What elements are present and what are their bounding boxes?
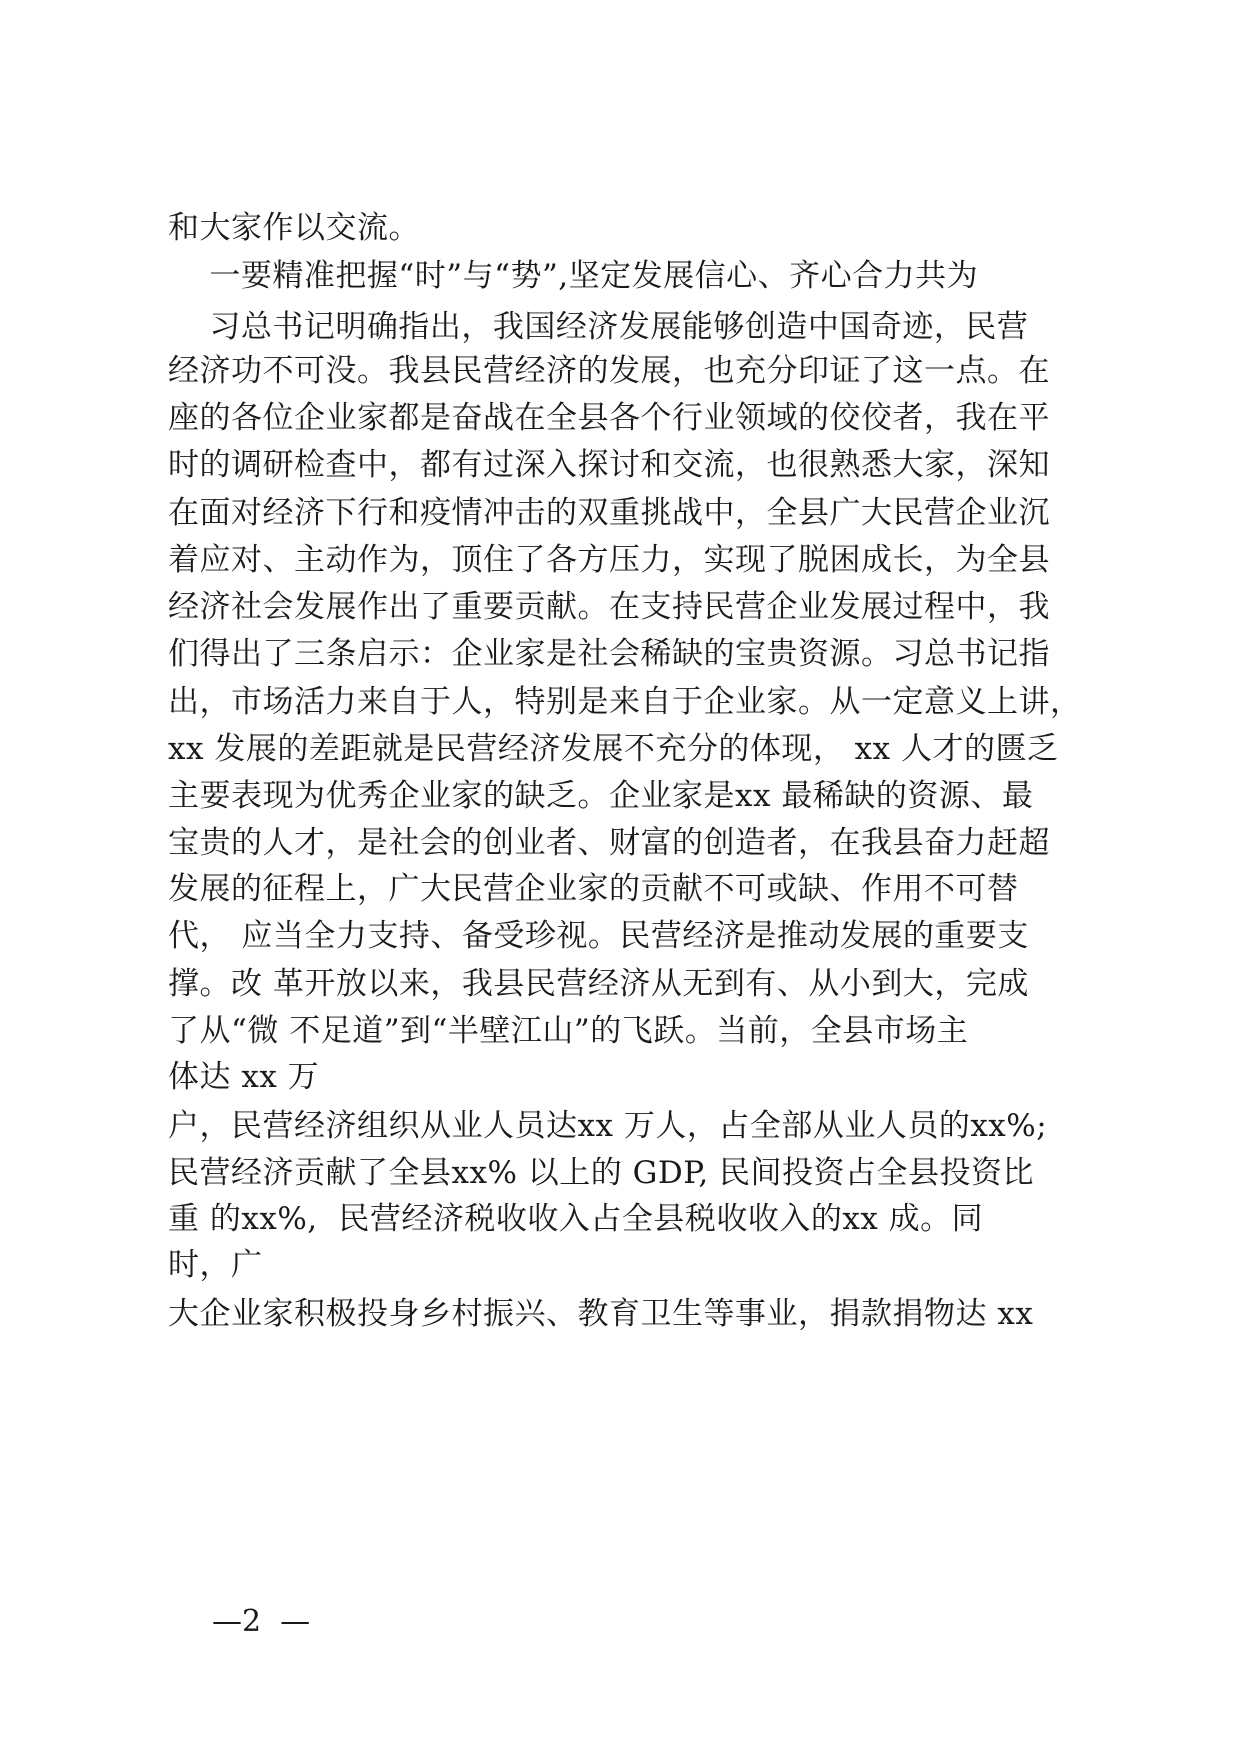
text-line: 民营经济贡献了全县xx% 以上的 GDP, 民间投资占全县投资比 bbox=[168, 1155, 1035, 1191]
text-line: 大企业家积极投身乡村振兴、教育卫生等事业，捐款捐物达 xx bbox=[168, 1296, 1034, 1332]
text-line: 主要表现为优秀企业家的缺乏。企业家是xx 最稀缺的资源、最 bbox=[168, 778, 1034, 814]
text-line: xx 发展的差距就是民营经济发展不充分的体现， xx 人才的匮乏 bbox=[168, 731, 1059, 767]
text-line: 户，民营经济组织从业人员达xx 万人，占全部从业人员的xx%; bbox=[168, 1108, 1048, 1144]
text-line: 代， 应当全力支持、备受珍视。民营经济是推动发展的重要支 bbox=[168, 918, 1029, 954]
text-line: 重 的xx%, 民营经济税收收入占全县税收收入的xx 成。同 bbox=[168, 1201, 984, 1237]
text-line: 们得出了三条启示：企业家是社会稀缺的宝贵资源。习总书记指 bbox=[168, 636, 1050, 672]
text-line: 一要精准把握“时”与“势”,坚定发展信心、齐心合力共为 bbox=[168, 258, 979, 294]
text-line: 发展的征程上，广大民营企业家的贡献不可或缺、作用不可替 bbox=[168, 871, 1019, 907]
text-line: 撑。改 革开放以来，我县民营经济从无到有、从小到大，完成 bbox=[168, 966, 1029, 1002]
text-line: 习总书记明确指出，我国经济发展能够创造中国奇迹，民营 bbox=[168, 309, 1029, 345]
text-line: 体达 xx 万 bbox=[168, 1059, 320, 1095]
text-line: 宝贵的人才，是社会的创业者、财富的创造者，在我县奋力赶超 bbox=[168, 825, 1050, 861]
text-line: 时，广 bbox=[168, 1247, 263, 1283]
text-line: 经济功不可没。我县民营经济的发展，也充分印证了这一点。在 bbox=[168, 353, 1050, 389]
text-line: 着应对、主动作为，顶住了各方压力，实现了脱困成长，为全县 bbox=[168, 542, 1050, 578]
text-line: 了从“微 不足道”到“半壁江山”的飞跃。当前，全县市场主 bbox=[168, 1013, 969, 1049]
text-line: 出，市场活力来自于人，特别是来自于企业家。从一定意义上讲， bbox=[168, 684, 1082, 720]
text-line: 座的各位企业家都是奋战在全县各个行业领域的佼佼者，我在平 bbox=[168, 400, 1050, 436]
text-line: 在面对经济下行和疫情冲击的双重挑战中，全县广大民营企业沉 bbox=[168, 495, 1050, 531]
text-line: 和大家作以交流。 bbox=[168, 210, 420, 246]
text-line: 时的调研检查中，都有过深入探讨和交流，也很熟悉大家，深知 bbox=[168, 447, 1050, 483]
text-line: 经济社会发展作出了重要贡献。在支持民营企业发展过程中，我 bbox=[168, 589, 1050, 625]
page-number: —2 — bbox=[212, 1604, 311, 1639]
